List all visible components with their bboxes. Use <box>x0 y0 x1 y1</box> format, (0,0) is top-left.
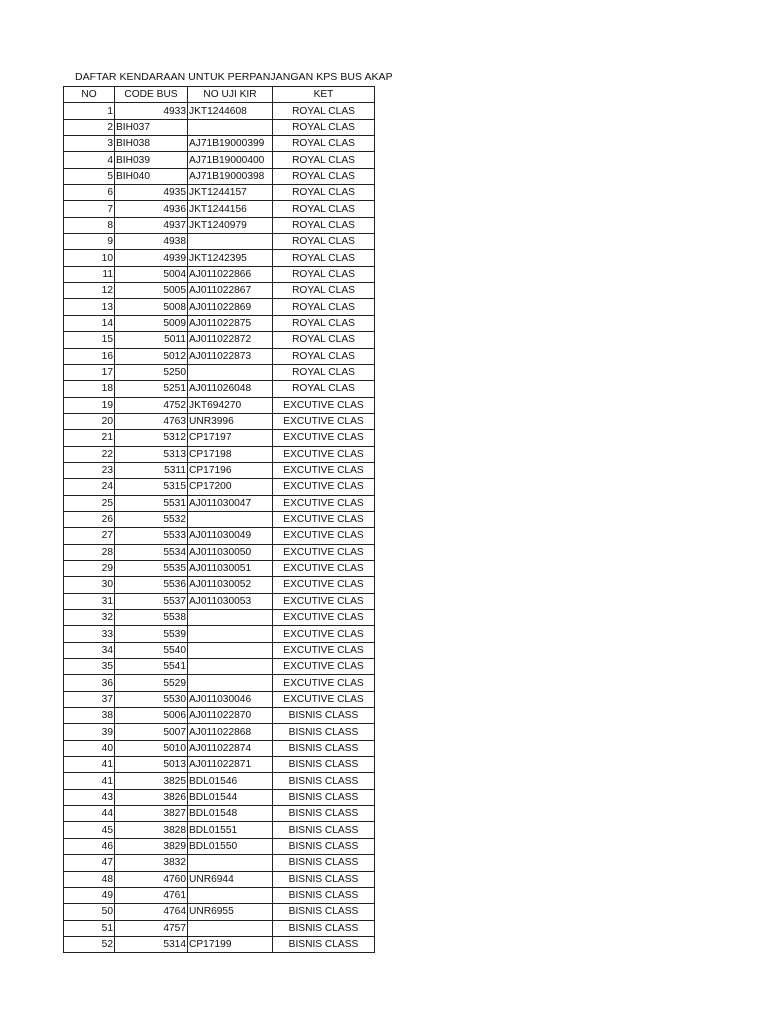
cell-ket: EXCUTIVE CLAS <box>273 495 375 511</box>
table-row <box>64 855 375 871</box>
cell-no-uji-kir: AJ71B19000399 <box>188 136 273 152</box>
cell-no-uji-kir: AJ011030046 <box>188 691 273 707</box>
cell-no-uji-kir <box>188 234 273 250</box>
header-row <box>64 87 375 103</box>
cell-code-bus: 3827 <box>115 806 188 822</box>
table-row <box>64 740 375 756</box>
table-row <box>64 626 375 642</box>
table-row <box>64 332 375 348</box>
cell-ket: ROYAL CLAS <box>273 103 375 119</box>
table-row <box>64 430 375 446</box>
cell-code-bus: 4760 <box>115 871 188 887</box>
table-row <box>64 364 375 380</box>
cell-no-uji-kir <box>188 855 273 871</box>
cell-no: 29 <box>64 560 115 576</box>
cell-no: 21 <box>64 430 115 446</box>
cell-no: 19 <box>64 397 115 413</box>
table-row <box>64 822 375 838</box>
cell-no-uji-kir: UNR6944 <box>188 871 273 887</box>
table-header <box>64 87 375 103</box>
cell-code-bus: 5529 <box>115 675 188 691</box>
cell-no: 35 <box>64 659 115 675</box>
cell-no-uji-kir <box>188 659 273 675</box>
cell-no-uji-kir: BDL01550 <box>188 838 273 854</box>
table-row <box>64 152 375 168</box>
cell-no-uji-kir: AJ011022872 <box>188 332 273 348</box>
table-row <box>64 168 375 184</box>
cell-no-uji-kir: AJ011022866 <box>188 266 273 282</box>
cell-no: 48 <box>64 871 115 887</box>
cell-no: 30 <box>64 577 115 593</box>
cell-code-bus: 4761 <box>115 887 188 903</box>
cell-no: 32 <box>64 610 115 626</box>
table-row <box>64 904 375 920</box>
cell-no: 14 <box>64 315 115 331</box>
cell-no-uji-kir: AJ011022867 <box>188 283 273 299</box>
cell-code-bus: 4752 <box>115 397 188 413</box>
cell-ket: EXCUTIVE CLAS <box>273 691 375 707</box>
cell-no: 23 <box>64 462 115 478</box>
cell-no-uji-kir: JKT694270 <box>188 397 273 413</box>
cell-ket: EXCUTIVE CLAS <box>273 626 375 642</box>
cell-no: 50 <box>64 904 115 920</box>
cell-no: 13 <box>64 299 115 315</box>
table-row <box>64 757 375 773</box>
cell-ket: ROYAL CLAS <box>273 152 375 168</box>
cell-no: 43 <box>64 789 115 805</box>
cell-no-uji-kir: AJ011030050 <box>188 544 273 560</box>
cell-no-uji-kir: AJ011030052 <box>188 577 273 593</box>
cell-ket: BISNIS CLASS <box>273 724 375 740</box>
cell-code-bus: 4939 <box>115 250 188 266</box>
cell-ket: BISNIS CLASS <box>273 757 375 773</box>
cell-no-uji-kir: JKT1244608 <box>188 103 273 119</box>
cell-code-bus: 5530 <box>115 691 188 707</box>
cell-no: 46 <box>64 838 115 854</box>
cell-code-bus: 5534 <box>115 544 188 560</box>
cell-no: 9 <box>64 234 115 250</box>
cell-ket: ROYAL CLAS <box>273 136 375 152</box>
cell-no-uji-kir <box>188 626 273 642</box>
cell-ket: BISNIS CLASS <box>273 838 375 854</box>
table-row <box>64 724 375 740</box>
cell-ket: ROYAL CLAS <box>273 381 375 397</box>
table-row <box>64 544 375 560</box>
cell-code-bus: 5007 <box>115 724 188 740</box>
cell-code-bus: 5250 <box>115 364 188 380</box>
cell-ket: ROYAL CLAS <box>273 217 375 233</box>
cell-code-bus: 5311 <box>115 462 188 478</box>
table-row <box>64 528 375 544</box>
cell-no: 38 <box>64 708 115 724</box>
table-row <box>64 789 375 805</box>
cell-code-bus: 5539 <box>115 626 188 642</box>
cell-no-uji-kir: AJ011022871 <box>188 757 273 773</box>
cell-code-bus: BIH038 <box>115 136 188 152</box>
cell-no: 34 <box>64 642 115 658</box>
cell-ket: EXCUTIVE CLAS <box>273 462 375 478</box>
table-row <box>64 185 375 201</box>
cell-ket: ROYAL CLAS <box>273 283 375 299</box>
cell-no-uji-kir: AJ011022873 <box>188 348 273 364</box>
table-row <box>64 250 375 266</box>
cell-ket: BISNIS CLASS <box>273 936 375 952</box>
cell-no: 36 <box>64 675 115 691</box>
cell-ket: ROYAL CLAS <box>273 234 375 250</box>
cell-ket: BISNIS CLASS <box>273 855 375 871</box>
cell-ket: BISNIS CLASS <box>273 773 375 789</box>
cell-ket: ROYAL CLAS <box>273 315 375 331</box>
cell-ket: EXCUTIVE CLAS <box>273 577 375 593</box>
cell-no: 51 <box>64 920 115 936</box>
table-row <box>64 136 375 152</box>
cell-code-bus: 5314 <box>115 936 188 952</box>
cell-ket: EXCUTIVE CLAS <box>273 675 375 691</box>
table-row <box>64 610 375 626</box>
table-row <box>64 806 375 822</box>
cell-code-bus: 3832 <box>115 855 188 871</box>
cell-no: 20 <box>64 413 115 429</box>
cell-no: 39 <box>64 724 115 740</box>
cell-no-uji-kir: AJ011030049 <box>188 528 273 544</box>
cell-no-uji-kir: AJ011030051 <box>188 560 273 576</box>
cell-no: 33 <box>64 626 115 642</box>
cell-no-uji-kir: AJ011030053 <box>188 593 273 609</box>
cell-code-bus: 3829 <box>115 838 188 854</box>
cell-code-bus: 5538 <box>115 610 188 626</box>
cell-no: 4 <box>64 152 115 168</box>
table-row <box>64 315 375 331</box>
cell-code-bus: 5005 <box>115 283 188 299</box>
cell-no: 40 <box>64 740 115 756</box>
cell-code-bus: 5011 <box>115 332 188 348</box>
cell-no-uji-kir: AJ71B19000398 <box>188 168 273 184</box>
table-row <box>64 838 375 854</box>
cell-no: 37 <box>64 691 115 707</box>
cell-no-uji-kir: AJ011022875 <box>188 315 273 331</box>
cell-no-uji-kir: JKT1240979 <box>188 217 273 233</box>
table-row <box>64 413 375 429</box>
cell-ket: ROYAL CLAS <box>273 266 375 282</box>
cell-no-uji-kir <box>188 119 273 135</box>
cell-no: 10 <box>64 250 115 266</box>
cell-code-bus: BIH039 <box>115 152 188 168</box>
cell-code-bus: 4763 <box>115 413 188 429</box>
cell-no-uji-kir: AJ011022868 <box>188 724 273 740</box>
cell-ket: EXCUTIVE CLAS <box>273 413 375 429</box>
table-row <box>64 675 375 691</box>
cell-code-bus: 3828 <box>115 822 188 838</box>
cell-no: 24 <box>64 479 115 495</box>
table-row <box>64 659 375 675</box>
table-row <box>64 495 375 511</box>
cell-no-uji-kir: BDL01544 <box>188 789 273 805</box>
cell-code-bus: 5532 <box>115 511 188 527</box>
table-row <box>64 348 375 364</box>
cell-no-uji-kir: UNR6955 <box>188 904 273 920</box>
cell-no: 31 <box>64 593 115 609</box>
cell-code-bus: 5536 <box>115 577 188 593</box>
cell-ket: ROYAL CLAS <box>273 201 375 217</box>
table-row <box>64 708 375 724</box>
cell-code-bus: 5009 <box>115 315 188 331</box>
cell-code-bus: 5533 <box>115 528 188 544</box>
cell-no-uji-kir <box>188 364 273 380</box>
cell-no: 17 <box>64 364 115 380</box>
table-row <box>64 201 375 217</box>
cell-code-bus: 5537 <box>115 593 188 609</box>
cell-no-uji-kir: AJ71B19000400 <box>188 152 273 168</box>
cell-ket: EXCUTIVE CLAS <box>273 528 375 544</box>
table-row <box>64 642 375 658</box>
table-row <box>64 560 375 576</box>
cell-ket: EXCUTIVE CLAS <box>273 593 375 609</box>
cell-no: 45 <box>64 822 115 838</box>
cell-code-bus: BIH037 <box>115 119 188 135</box>
cell-code-bus: 5541 <box>115 659 188 675</box>
column-header-code-bus: CODE BUS <box>115 87 188 103</box>
cell-no-uji-kir: CP17199 <box>188 936 273 952</box>
cell-no-uji-kir: CP17200 <box>188 479 273 495</box>
table-row <box>64 103 375 119</box>
cell-code-bus: 4936 <box>115 201 188 217</box>
cell-ket: BISNIS CLASS <box>273 904 375 920</box>
cell-no: 49 <box>64 887 115 903</box>
cell-no-uji-kir <box>188 920 273 936</box>
cell-no-uji-kir <box>188 642 273 658</box>
cell-no: 44 <box>64 806 115 822</box>
cell-no: 28 <box>64 544 115 560</box>
cell-ket: BISNIS CLASS <box>273 806 375 822</box>
column-header-ket: KET <box>273 87 375 103</box>
cell-ket: ROYAL CLAS <box>273 185 375 201</box>
column-header-no-uji-kir: NO UJI KIR <box>188 87 273 103</box>
cell-no-uji-kir <box>188 610 273 626</box>
cell-code-bus: 3825 <box>115 773 188 789</box>
cell-no-uji-kir: UNR3996 <box>188 413 273 429</box>
cell-code-bus: 5013 <box>115 757 188 773</box>
cell-ket: ROYAL CLAS <box>273 348 375 364</box>
cell-no: 6 <box>64 185 115 201</box>
column-header-no: NO <box>64 87 115 103</box>
cell-no: 7 <box>64 201 115 217</box>
table-row <box>64 887 375 903</box>
cell-ket: EXCUTIVE CLAS <box>273 544 375 560</box>
cell-code-bus: 5010 <box>115 740 188 756</box>
cell-no: 2 <box>64 119 115 135</box>
cell-code-bus: 5535 <box>115 560 188 576</box>
cell-ket: ROYAL CLAS <box>273 299 375 315</box>
cell-no-uji-kir: JKT1244156 <box>188 201 273 217</box>
cell-no: 16 <box>64 348 115 364</box>
cell-ket: EXCUTIVE CLAS <box>273 610 375 626</box>
cell-code-bus: 5008 <box>115 299 188 315</box>
cell-no: 11 <box>64 266 115 282</box>
cell-no: 1 <box>64 103 115 119</box>
cell-no: 52 <box>64 936 115 952</box>
cell-code-bus: 5540 <box>115 642 188 658</box>
cell-ket: BISNIS CLASS <box>273 920 375 936</box>
cell-code-bus: 5312 <box>115 430 188 446</box>
cell-no: 5 <box>64 168 115 184</box>
cell-ket: EXCUTIVE CLAS <box>273 560 375 576</box>
cell-no-uji-kir: CP17196 <box>188 462 273 478</box>
table-row <box>64 479 375 495</box>
cell-no: 12 <box>64 283 115 299</box>
cell-no-uji-kir: AJ011022869 <box>188 299 273 315</box>
cell-no-uji-kir <box>188 511 273 527</box>
cell-no: 26 <box>64 511 115 527</box>
cell-ket: BISNIS CLASS <box>273 789 375 805</box>
cell-ket: BISNIS CLASS <box>273 822 375 838</box>
cell-ket: EXCUTIVE CLAS <box>273 479 375 495</box>
table-row <box>64 920 375 936</box>
cell-no-uji-kir: JKT1244157 <box>188 185 273 201</box>
document-title: DAFTAR KENDARAAN UNTUK PERPANJANGAN KPS BUS AKAP <box>75 71 393 83</box>
table-row <box>64 773 375 789</box>
cell-code-bus: 5004 <box>115 266 188 282</box>
table-row <box>64 446 375 462</box>
cell-no: 47 <box>64 855 115 871</box>
table-row <box>64 936 375 952</box>
cell-no: 25 <box>64 495 115 511</box>
table-row <box>64 691 375 707</box>
cell-code-bus: 5531 <box>115 495 188 511</box>
cell-no: 41 <box>64 757 115 773</box>
cell-no-uji-kir <box>188 887 273 903</box>
cell-no-uji-kir: BDL01551 <box>188 822 273 838</box>
table-row <box>64 299 375 315</box>
cell-no-uji-kir: BDL01548 <box>188 806 273 822</box>
cell-no-uji-kir: CP17197 <box>188 430 273 446</box>
table-row <box>64 577 375 593</box>
cell-code-bus: 4935 <box>115 185 188 201</box>
table-row <box>64 397 375 413</box>
cell-ket: EXCUTIVE CLAS <box>273 446 375 462</box>
table-row <box>64 266 375 282</box>
cell-no: 27 <box>64 528 115 544</box>
cell-ket: BISNIS CLASS <box>273 708 375 724</box>
vehicle-table <box>63 86 375 953</box>
cell-ket: ROYAL CLAS <box>273 119 375 135</box>
cell-no: 41 <box>64 773 115 789</box>
cell-ket: BISNIS CLASS <box>273 740 375 756</box>
cell-ket: ROYAL CLAS <box>273 364 375 380</box>
table-body <box>64 103 375 953</box>
cell-no-uji-kir: BDL01546 <box>188 773 273 789</box>
table-row <box>64 593 375 609</box>
cell-code-bus: 5012 <box>115 348 188 364</box>
cell-code-bus: 4933 <box>115 103 188 119</box>
cell-code-bus: 3826 <box>115 789 188 805</box>
table-row <box>64 511 375 527</box>
cell-ket: BISNIS CLASS <box>273 887 375 903</box>
cell-ket: EXCUTIVE CLAS <box>273 659 375 675</box>
cell-no: 15 <box>64 332 115 348</box>
cell-code-bus: 4937 <box>115 217 188 233</box>
table-row <box>64 871 375 887</box>
cell-ket: EXCUTIVE CLAS <box>273 430 375 446</box>
table-row <box>64 119 375 135</box>
cell-code-bus: BIH040 <box>115 168 188 184</box>
cell-code-bus: 5315 <box>115 479 188 495</box>
table-row <box>64 381 375 397</box>
cell-no: 22 <box>64 446 115 462</box>
cell-no-uji-kir: CP17198 <box>188 446 273 462</box>
cell-code-bus: 4764 <box>115 904 188 920</box>
cell-no-uji-kir: JKT1242395 <box>188 250 273 266</box>
cell-ket: ROYAL CLAS <box>273 168 375 184</box>
table-row <box>64 283 375 299</box>
cell-no: 18 <box>64 381 115 397</box>
cell-code-bus: 4757 <box>115 920 188 936</box>
cell-code-bus: 5006 <box>115 708 188 724</box>
cell-ket: ROYAL CLAS <box>273 250 375 266</box>
cell-ket: EXCUTIVE CLAS <box>273 642 375 658</box>
table-row <box>64 217 375 233</box>
cell-no-uji-kir: AJ011030047 <box>188 495 273 511</box>
cell-no: 8 <box>64 217 115 233</box>
cell-code-bus: 5251 <box>115 381 188 397</box>
cell-code-bus: 4938 <box>115 234 188 250</box>
cell-ket: EXCUTIVE CLAS <box>273 511 375 527</box>
cell-ket: BISNIS CLASS <box>273 871 375 887</box>
cell-no-uji-kir <box>188 675 273 691</box>
cell-no-uji-kir: AJ011026048 <box>188 381 273 397</box>
cell-no: 3 <box>64 136 115 152</box>
cell-no-uji-kir: AJ011022870 <box>188 708 273 724</box>
cell-ket: ROYAL CLAS <box>273 332 375 348</box>
cell-ket: EXCUTIVE CLAS <box>273 397 375 413</box>
cell-code-bus: 5313 <box>115 446 188 462</box>
cell-no-uji-kir: AJ011022874 <box>188 740 273 756</box>
table-row <box>64 234 375 250</box>
table-row <box>64 462 375 478</box>
